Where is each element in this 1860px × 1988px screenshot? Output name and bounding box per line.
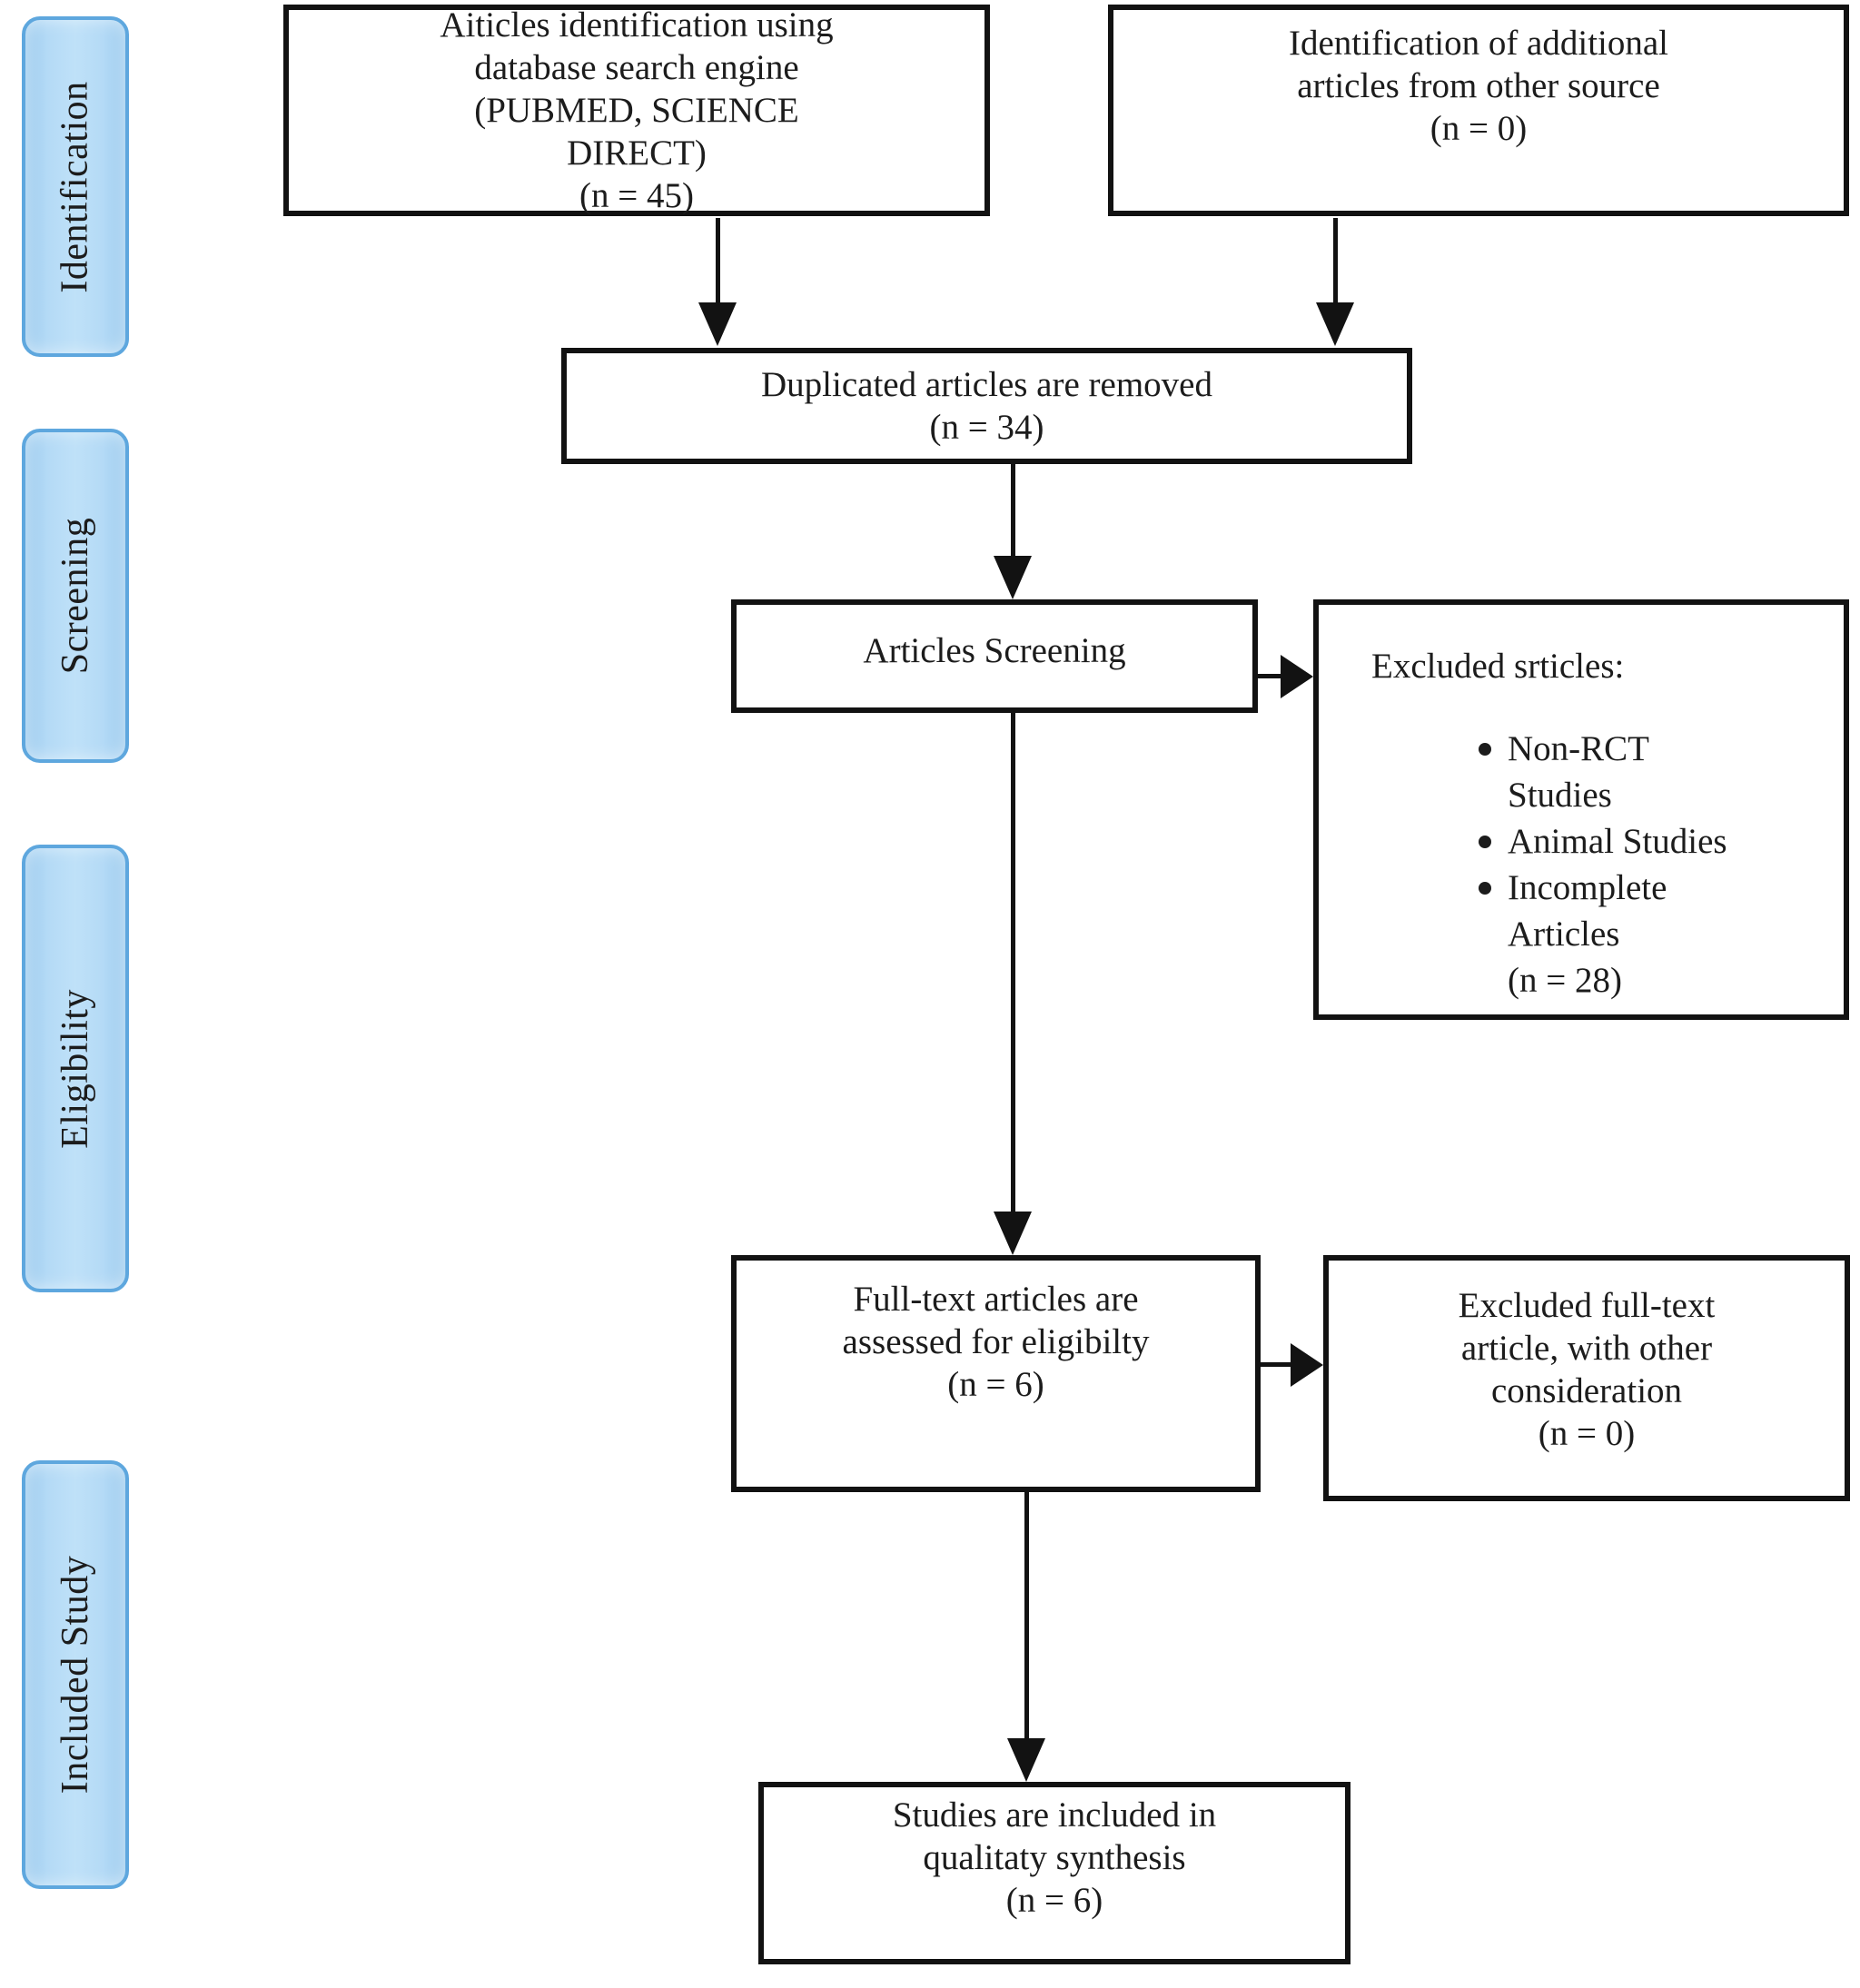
bullet-line: Incomplete <box>1508 868 1667 907</box>
box-duplicates-removed-count: (n = 34) <box>929 408 1044 447</box>
arrow-down-icon <box>1316 302 1354 346</box>
box-database-search-line: database search engine <box>474 48 799 87</box>
bullet-dot-icon <box>1479 743 1491 756</box>
arrow-down-icon <box>994 1212 1032 1255</box>
bullet-dot-icon <box>1479 882 1491 895</box>
box-excluded-fulltext <box>1323 1255 1850 1501</box>
arrow-line <box>1011 710 1015 1214</box>
arrow-down-icon <box>698 302 737 346</box>
box-excluded-screening <box>1313 599 1849 1020</box>
box-duplicates-removed-line: Duplicated articles are removed <box>760 365 1212 404</box>
arrow-right-icon <box>1291 1343 1323 1387</box>
arrow-down-icon <box>1007 1738 1045 1782</box>
bullet-line: Animal Studies <box>1508 822 1727 861</box>
box-database-search-count: (n = 45) <box>579 176 694 215</box>
box-excluded-fulltext-line: Excluded full-text <box>1458 1285 1716 1325</box>
arrow-line <box>716 218 720 305</box>
box-included-studies-count: (n = 6) <box>1005 1881 1103 1920</box>
stage-screening <box>22 429 129 763</box>
arrow-line <box>1024 1489 1029 1741</box>
box-articles-screening <box>731 599 1258 713</box>
stage-included-study <box>22 1460 129 1889</box>
box-fulltext-assessed-line: Full-text articles are <box>853 1280 1139 1319</box>
bullet-item-non-rct <box>1479 726 1727 818</box>
box-additional-articles-line: Identification of additional <box>1288 23 1669 63</box>
arrow-line <box>1333 218 1338 305</box>
box-included-studies <box>758 1782 1350 1964</box>
excluded-screening-bullet-list <box>1479 726 1727 1004</box>
bullet-line: Studies <box>1508 776 1612 815</box>
box-included-studies-line: qualitaty synthesis <box>923 1838 1186 1877</box>
bullet-line: Articles <box>1508 915 1620 954</box>
stage-eligibility-label: Eligibility <box>54 988 96 1149</box>
box-excluded-fulltext-line: consideration <box>1490 1370 1683 1410</box>
stage-identification-label: Identification <box>54 80 96 293</box>
stage-identification <box>22 16 129 357</box>
box-fulltext-assessed-line: assessed for eligibilty <box>842 1322 1150 1361</box>
box-included-studies-line: Studies are included in <box>892 1795 1217 1835</box>
bullet-dot-icon <box>1479 836 1491 848</box>
stage-eligibility <box>22 845 129 1292</box>
box-excluded-fulltext-count: (n = 0) <box>1538 1413 1636 1453</box>
bullet-count: (n = 28) <box>1508 961 1622 1000</box>
box-excluded-fulltext-line: article, with other <box>1460 1328 1713 1368</box>
bullet-item-text <box>1508 865 1667 1004</box>
bullet-item-text <box>1508 726 1649 818</box>
box-additional-articles-line: articles from other source <box>1297 65 1660 105</box>
box-fulltext-assessed <box>731 1255 1261 1492</box>
arrow-down-icon <box>994 556 1032 599</box>
box-database-search-line: Aiticles identification using <box>440 5 834 45</box>
box-database-search-line: DIRECT) <box>567 134 707 173</box>
bullet-item-text <box>1508 818 1727 865</box>
box-additional-articles-count: (n = 0) <box>1430 108 1528 148</box>
box-articles-screening-line: Articles Screening <box>863 631 1126 670</box>
box-duplicates-removed <box>561 348 1412 464</box>
stage-included-study-label: Included Study <box>54 1555 96 1795</box>
box-database-search-line: (PUBMED, SCIENCE <box>474 91 799 130</box>
arrow-line <box>1011 461 1015 559</box>
arrow-line <box>1259 1362 1291 1367</box>
bullet-line: Non-RCT <box>1508 729 1649 768</box>
bullet-item-animal-studies <box>1479 818 1727 865</box>
box-additional-articles <box>1108 5 1849 216</box>
bullet-item-incomplete-articles <box>1479 865 1727 1004</box>
stage-screening-label: Screening <box>54 517 97 675</box>
box-excluded-screening-heading: Excluded srticles: <box>1371 647 1625 686</box>
box-database-search <box>283 5 990 216</box>
arrow-right-icon <box>1281 655 1313 698</box>
box-fulltext-assessed-count: (n = 6) <box>947 1365 1044 1404</box>
